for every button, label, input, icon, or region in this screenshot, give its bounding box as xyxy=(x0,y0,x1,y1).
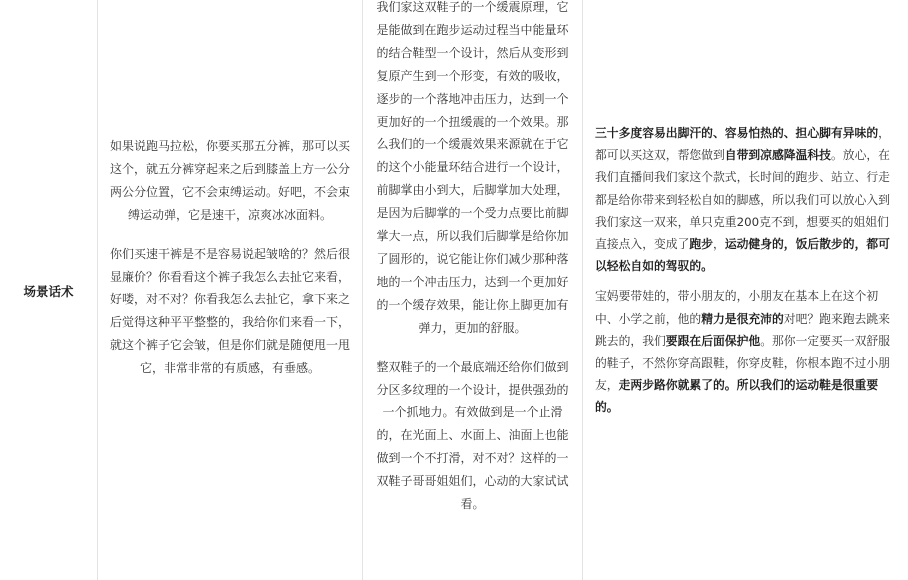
cushion-paragraph: 我们家这双鞋子的一个缓震原理，它是能做到在跑步运动过程当中能量环的结合鞋型一个设计，然后从变形到复原产生到一个形变，有效的吸收，逐步的一个落地冲击压力，达到一个更加好的一个扭缓震的一个效果。那么我们的一个缓震效果来源就在于它的这个小能量环结合进行一个设计，前脚掌由小到大，后脚掌加大处理，是因为后脚掌的一个受力点要比前脚掌大一点，所以我们后脚掌是给你加了圆形的，说它能让你们减少那种落地的一个冲击压力，达到一个更加好的一个缓存效果，能让你上脚更加有弹力，更加的舒服。 xyxy=(376,0,569,335)
scenario-script-cell xyxy=(583,0,908,580)
pants-paragraph-2: 你们买速干裤是不是容易说起皱啥的？然后很显廉价？你看看这个裤子我怎么去扯它来看，好喽，对不对？你看我怎么去扯它，拿下来之后觉得这种平平整整的，我给你们来看一下，就这个裤子它会皱，但是你们就是随便甩一甩它，非常非常的有质感，有垂感。 xyxy=(110,246,351,376)
pants-script-text xyxy=(110,135,350,380)
shoe-cushion-script-cell xyxy=(363,0,582,580)
emphasis-text: 精力是很充沛的 xyxy=(701,311,784,326)
body-text: 。放心，在我们直播间我们家这个款式，长时间的跑步、站立、行走都是给你带来到轻松自如的脚感，所以我们可以放心入到我们家这一双来，单只克重200克不到，想要买的姐姐们直接点入，变成了 xyxy=(595,148,890,252)
emphasis-text: 运动健身的，饭后散步的，都可以轻松自如的驾驭的。 xyxy=(595,237,890,274)
grip-paragraph: 整双鞋子的一个最底端还给你们做到分区多纹理的一个设计，提供强劲的一个抓地力。有效做到是一个止滑的，在光面上、水面上、油面上也能做到一个不打滑，对不对？这样的一双鞋子哥哥姐姐们，心动的大家试试看。 xyxy=(376,359,569,512)
emphasis-text: 自带到凉感降温科技 xyxy=(724,148,831,163)
cooling-paragraph xyxy=(595,122,900,277)
pants-script-cell xyxy=(98,0,362,580)
emphasis-text: 走两步路你就累了的。所以我们的运动鞋是很重要的。 xyxy=(595,378,879,415)
body-text: 宝妈要带娃的，带小朋友的，小朋友在基本上在这个初中、小学之前，他的 xyxy=(595,289,879,326)
pants-paragraph-1: 如果说跑马拉松，你要买那五分裤，那可以买这个，就五分裤穿起来之后到膝盖上方一公分两公分位置，它不会束缚运动。好吧，不会束缚运动弹，它是速干，凉爽冰冰面料。 xyxy=(110,139,351,222)
emphasis-text: 跑步 xyxy=(689,237,713,252)
body-text: ， xyxy=(713,237,725,252)
scenario-script-text xyxy=(595,122,900,419)
row-label-cell xyxy=(0,0,97,580)
body-text: 。那你一定要买一双舒服的鞋子，不然你穿高跟鞋，你穿皮鞋，你根本跑不过小朋友， xyxy=(595,333,890,393)
body-text: ，都可以买这双，帮您做到 xyxy=(595,126,890,163)
row-label: 场景话术 xyxy=(23,284,74,299)
emphasis-text: 三十多度容易出脚汗的、容易怕热的、担心脚有异味的 xyxy=(595,126,879,140)
parent-paragraph xyxy=(595,285,900,418)
body-text: 对吧？跑来跑去跳来跳去的，我们 xyxy=(595,311,890,348)
shoe-cushion-script-text xyxy=(371,0,574,516)
emphasis-text: 要跟在后面保护他 xyxy=(665,333,761,348)
